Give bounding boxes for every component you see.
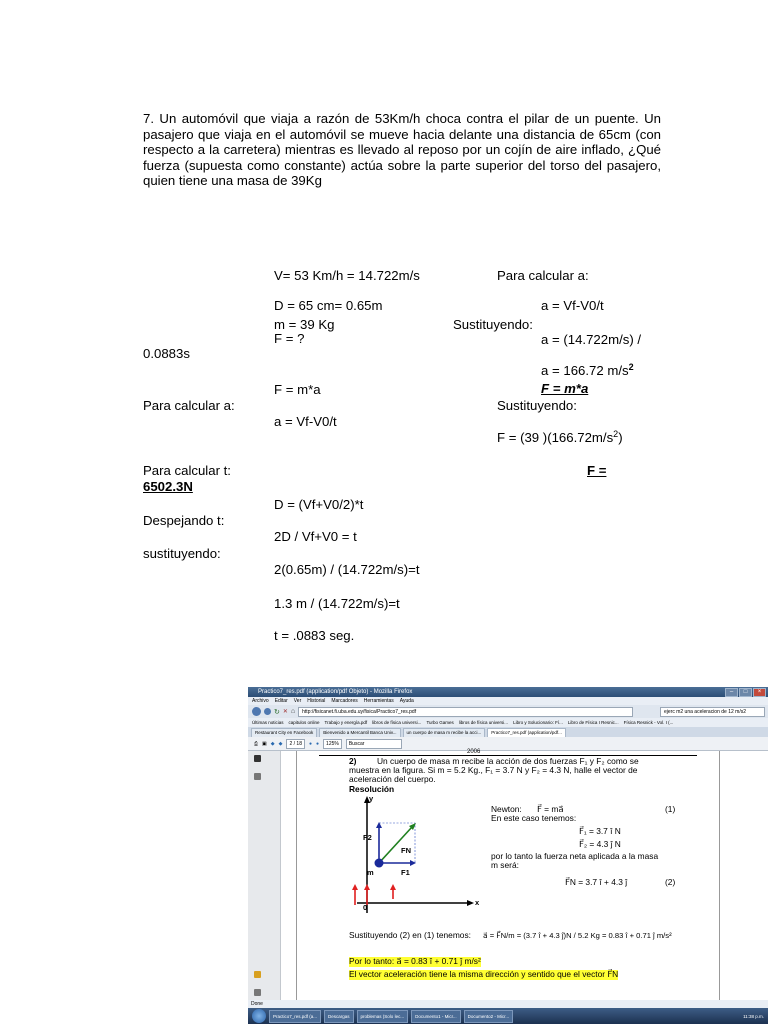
a-substitution: a = (14.722m/s) / [541,332,642,347]
label-f1: F1 [401,868,410,877]
tab-restaurant-city[interactable]: Restaurant City en Facebook [251,728,317,737]
menu-herramientas[interactable]: Herramientas [363,698,394,704]
f2-vector: F⃗₂ = 4.3 ĵ N [579,839,621,849]
t-isolated: 2D / Vf+V0 = t [274,529,357,544]
close-icon[interactable]: × [753,688,766,697]
bookmark-item[interactable]: Últimas noticias [252,720,284,725]
time-value: 0.0883s [143,346,190,361]
conclusion-highlight: El vector aceleración tiene la misma dirección y sentido que el vector F⃗N [349,969,619,979]
para-calcular-a-left: Para calcular a: [143,398,235,413]
x-axis-arrow [467,900,474,906]
save-icon[interactable]: ▣ [262,740,267,747]
taskbar-item-practico[interactable]: Practico7_res.pdf (a... [269,1010,321,1023]
a-formula-left: a = Vf-V0/t [274,414,337,429]
menu-editar[interactable]: Editar [274,698,288,704]
given-velocity: V= 53 Km/h = 14.722m/s [274,268,420,283]
neta-line-2: m será: [491,860,519,870]
a-formula-right: a = Vf-V0/t [541,298,604,313]
taskbar-item-problemas[interactable]: problemas (Solo lec... [357,1010,409,1023]
forward-icon[interactable] [264,708,271,715]
f-equals: F = [587,463,607,478]
page-year: 2006 [467,749,481,755]
bookmark-item[interactable]: Trabajo y energía.pdf [324,720,368,725]
taskbar-item-documento1[interactable]: Documento1 - Micr... [411,1010,461,1023]
f-substitution [497,430,623,445]
prev-page-icon[interactable]: ◆ [270,740,275,747]
para-calcular-t: Para calcular t: [143,463,231,478]
comment-icon[interactable] [254,971,261,978]
zoom-select[interactable]: 125% [323,739,342,749]
fn-arrow [379,827,412,863]
print-icon[interactable]: ⎙ [254,740,259,747]
zoom-in-icon[interactable]: ● [316,740,320,747]
axis-x-label: x [475,898,480,907]
bookmark-item[interactable]: libros de física universi... [372,720,422,725]
bookmark-item[interactable]: Turbo Games [426,720,454,725]
status-bar: Done [248,1000,768,1008]
search-input[interactable]: ejerc m2 una aceleracion de 12 m/s2 [660,707,765,717]
embedded-browser-screenshot [248,687,768,1024]
window-title: Practico7_res.pdf (application/pdf Objeto) - Mozilla Firefox [258,689,413,695]
red-arrowhead-1 [352,884,358,890]
taskbar-item-descargas[interactable]: Descargas [324,1010,354,1023]
f-substitution-close: ) [618,430,623,445]
taskbar-item-documento2[interactable]: Documento2 - Micr... [464,1010,514,1023]
given-distance: D = 65 cm= 0.65m [274,298,383,313]
menu-archivo[interactable]: Archivo [252,698,269,704]
tab-bar [248,727,768,737]
equation-2-number: (2) [665,877,676,887]
f-formula-right: F = m*a [541,381,589,396]
axis-y-label: y [369,794,374,803]
page-indicator[interactable]: 2 / 18 [286,739,305,749]
sustituyendo-left: sustituyendo: [143,546,221,561]
zoom-out-icon[interactable]: ● [308,740,313,747]
window-title-bar [248,687,768,697]
resolucion-heading: Resolución [349,784,395,794]
result-highlight: Por lo tanto: a⃗ = 0.83 î + 0.71 ĵ m/s² [349,956,481,966]
problem-line-1: Un cuerpo de masa m recibe la acción de dos fuerzas F₁ y F₂ como se [377,756,639,766]
tab-practico7[interactable]: Practico7_res.pdf (application/pdf... [487,728,566,737]
label-m: m [367,868,374,877]
url-input[interactable]: http://fisicanet.fi.uba.edu.uy/fisica/Practico7_res.pdf [298,707,633,717]
step-1: 2(0.65m) / (14.722m/s)=t [274,562,420,577]
menu-ayuda[interactable]: Ayuda [399,698,414,704]
sustituyendo-line: Sustituyendo (2) en (1) tenemos: [349,930,471,940]
fn-vector: F⃗N = 3.7 î + 4.3 ĵ [565,877,628,887]
bookmark-item[interactable]: capitulos online [288,720,320,725]
force-diagram [319,795,479,925]
bookmark-item[interactable]: Libro de Física I Resnic... [567,720,619,725]
navigation-bar [248,705,768,718]
menu-bar [248,697,768,705]
sustituyendo-mid: Sustituyendo: [453,317,533,332]
label-origin: 0 [363,903,368,912]
given-force: F = ? [274,331,305,346]
bookmark-icon[interactable] [254,773,261,780]
t-result: t = .0883 seg. [274,628,355,643]
a-result-text: a = 166.72 m/s [541,363,629,378]
bookmarks-bar [248,718,768,727]
sustituyendo-right: Sustituyendo: [497,398,577,413]
step-2: 1.3 m / (14.722m/s)=t [274,596,400,611]
next-page-icon[interactable]: ◆ [278,740,283,747]
problem-number: 2) [349,756,357,766]
pdf-toolbar [248,737,768,751]
bookmark-item[interactable]: Libro y Solucionario: Fí... [513,720,563,725]
force-result: 6502.3N [143,479,193,494]
a-result-exponent: 2 [628,362,634,372]
given-mass: m = 39 Kg [274,317,335,332]
despejando-label: Despejando t: [143,513,225,528]
neta-line-1: por lo tanto la fuerza neta aplicada a la masa [491,851,659,861]
red-arrowhead-2 [364,884,370,890]
window-controls [725,688,766,697]
tab-cuerpo-masa[interactable]: un cuerpo de masa m recibe la acci... [403,728,486,737]
problem-statement [143,111,661,189]
stop-icon[interactable]: ✕ [282,709,288,715]
f-formula-left: F = m*a [274,382,321,397]
f2-arrowhead [376,822,382,828]
d-formula: D = (Vf+V0/2)*t [274,497,364,512]
problem-line-2: muestra en la figura. Si m = 5.2 Kg., F₁ = 3.7 N y F₂ = 4.3 N, halle el vector de [349,765,638,775]
tab-mercantil[interactable]: Bienvenido a Mercantil Banca Univ... [319,728,400,737]
start-button[interactable] [252,1009,266,1023]
label-f2: F2 [363,833,372,842]
pdf-sidebar [248,751,281,1000]
back-icon[interactable] [252,707,261,716]
reload-icon[interactable]: ↻ [274,708,280,716]
mass-point [375,859,384,868]
attachment-icon[interactable] [254,989,261,996]
newton-label: Newton: [491,804,522,814]
menu-historial[interactable]: Historial [307,698,326,704]
pdf-search-input[interactable]: Buscar [346,739,402,749]
f-substitution-exponent: 2 [613,429,619,439]
bookmark-item[interactable]: libros de física universi... [458,720,509,725]
problem-line-3: aceleración del cuerpo. [349,774,436,784]
pages-icon[interactable] [254,755,261,762]
problem-text: 7. Un automóvil que viaja a razón de 53Km/h choca contra el pilar de un puente. Un pasajero que viaja en el automóvil se mueve hacia delante una distancia de 65cm (con respecto a la carretera) mientras es llevado al reposo por un cojín de aire inflado, ¿Qué fuerza (supuesta como constante) actúa sobre la parte superior del torso del pasajero, quien tiene una masa de 39Kg [143,111,661,188]
pdf-page [296,751,720,1000]
f-substitution-text: F = (39 )(166.72m/s [497,430,614,445]
menu-marcadores[interactable]: Marcadores [331,698,358,704]
maximize-icon[interactable]: □ [739,688,752,697]
taskbar-clock: 11:38 p.m. [743,1013,764,1019]
newton-equation: F⃗ = ma⃗ [537,804,564,814]
f1-vector: F⃗₁ = 3.7 î N [579,826,621,836]
equation-1-number: (1) [665,804,676,814]
para-calcular-a-right: Para calcular a: [497,268,589,283]
bookmark-item[interactable]: Física Resnick - Vol. I (... [623,720,674,725]
minimize-icon[interactable]: – [725,688,738,697]
taskbar [248,1008,768,1024]
menu-ver[interactable]: Ver [293,698,302,704]
a-result [541,363,634,378]
label-fn: FN [401,846,411,855]
substitution-equation: a⃗ = F⃗N/m = (3.7 î + 4.3 ĵ)N / 5.2 Kg = 0.83 î + 0.71 ĵ m/s² [483,931,672,940]
en-este-caso: En este caso tenemos: [491,813,577,823]
red-arrowhead-3 [390,884,396,890]
home-icon[interactable]: ⌂ [290,708,296,715]
